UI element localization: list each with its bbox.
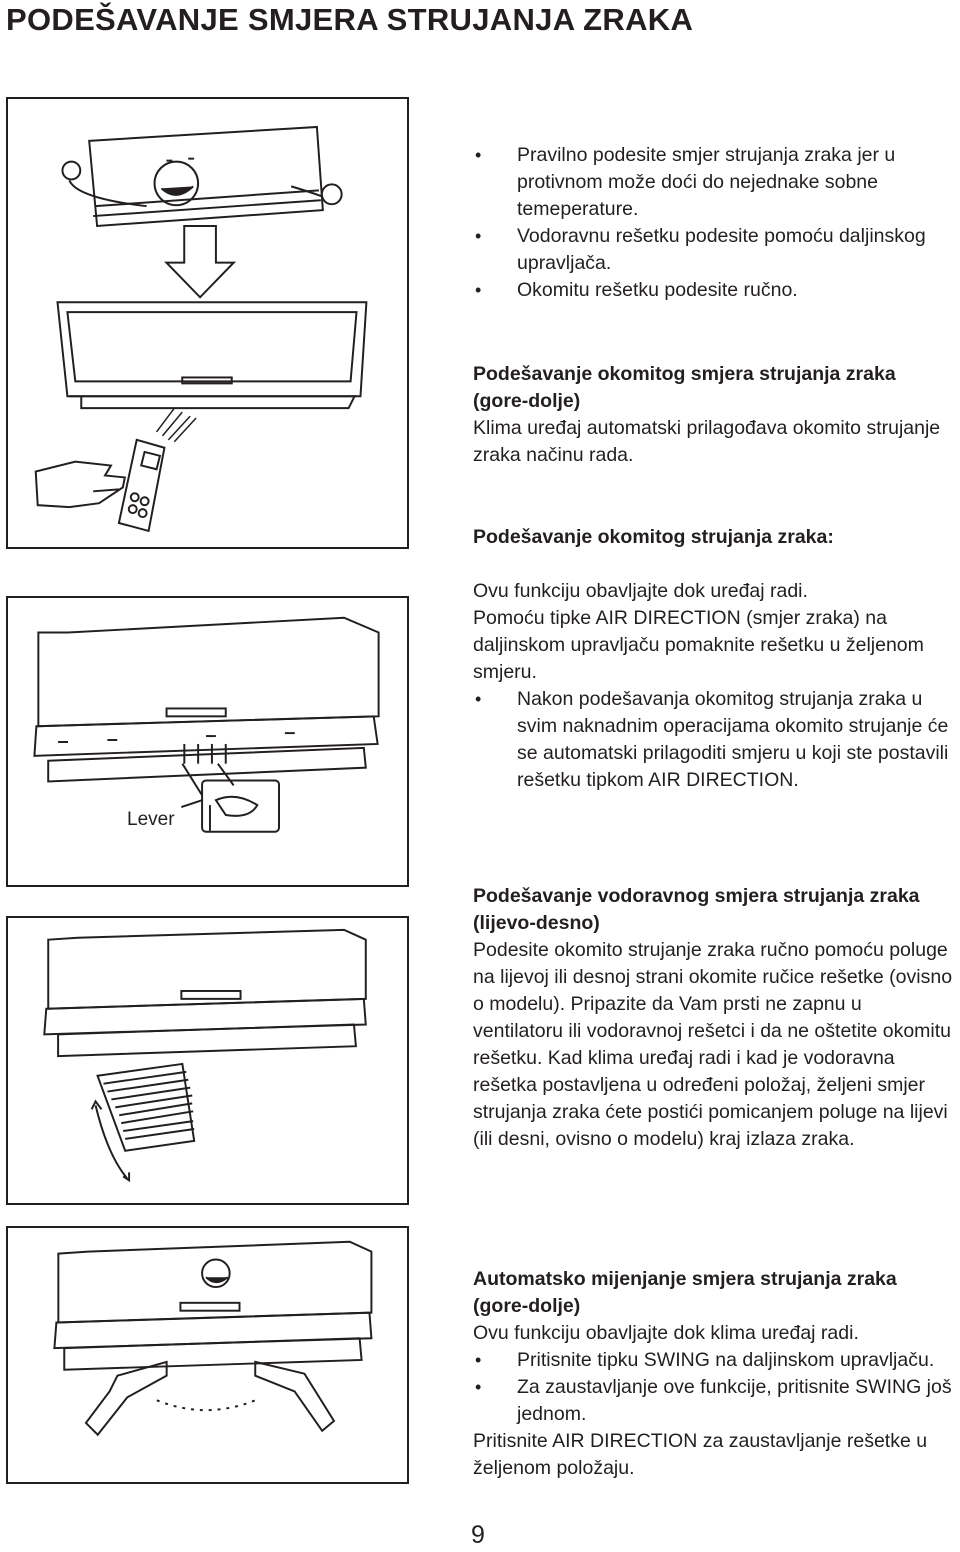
- vertical-manual-section: [473, 524, 953, 794]
- vertical-manual-bullet-list: [437, 686, 953, 794]
- horizontal-heading: Podešavanje vodoravnog smjera strujanja zraka (lijevo-desno): [473, 885, 920, 934]
- intro-section: [473, 142, 953, 304]
- horizontal-section: [473, 883, 953, 1153]
- vertical-manual-line2: Pomoću tipke AIR DIRECTION (smjer zraka) na daljinskom upravljaču pomaknite rešetku u željenom smjeru.: [473, 607, 924, 683]
- vertical-auto-section: [473, 361, 953, 469]
- intro-bullet: • Okomitu rešetku podesite ručno.: [437, 277, 953, 304]
- swing-heading: Automatsko mijenjanje smjera strujanja zraka (gore-dolje): [473, 1268, 897, 1317]
- figure-swing: [6, 1226, 409, 1484]
- vertical-auto-text: Klima uređaj automatski prilagođava okomito strujanje zraka načinu rada.: [473, 417, 941, 466]
- figure-lever-illustration: [8, 598, 407, 885]
- swing-section: [473, 1266, 953, 1482]
- swing-line2: Pritisnite AIR DIRECTION za zaustavljanje rešetke u željenom položaju.: [473, 1430, 928, 1479]
- vertical-manual-bullet: • Nakon podešavanja okomitog strujanja zraka u svim naknadnim operacijama okomito strujanje će se automatski prilagoditi smjeru u koji ste postavili rešetku tipkom AIR DIRECTION.: [437, 686, 953, 794]
- intro-bullet-list: [437, 142, 953, 304]
- page-title: PODEŠAVANJE SMJERA STRUJANJA ZRAKA: [6, 2, 694, 37]
- swing-bullet: • Pritisnite tipku SWING na daljinskom upravljaču.: [437, 1347, 953, 1374]
- figure-lever: [6, 596, 409, 887]
- vertical-auto-heading: Podešavanje okomitog smjera strujanja zraka (gore-dolje): [473, 363, 896, 412]
- vertical-manual-heading: Podešavanje okomitog strujanja zraka:: [473, 526, 834, 548]
- page-number: 9: [471, 1521, 485, 1549]
- figure-remote-illustration: [8, 99, 407, 547]
- figure-horizontal-louvers: [6, 916, 409, 1205]
- vertical-manual-line1: Ovu funkciju obavljajte dok uređaj radi.: [473, 580, 808, 602]
- figure-remote-control: [6, 97, 409, 549]
- horizontal-text: Podesite okomito strujanje zraka ručno pomoću poluge na lijevoj ili desnoj strani okomite ručice rešetke (ovisno o modelu). Pripazite da Vam prsti ne zapnu u ventilatoru ili vodoravnoj rešetci i da ne oštetite okomitu rešetku. Kad klima uređaj radi i kad je vodoravna rešetka postavljena u određeni položaj, željeni smjer strujanja zraka ćete postići pomicanjem poluge na lijevi (ili desni, ovisno o modelu) kraj izlaza zraka.: [473, 939, 953, 1150]
- swing-bullet: • Za zaustavljanje ove funkcije, pritisnite SWING još jednom.: [437, 1374, 953, 1428]
- intro-bullet: • Vodoravnu rešetku podesite pomoću daljinskog upravljača.: [437, 223, 953, 277]
- swing-line1: Ovu funkciju obavljajte dok klima uređaj radi.: [473, 1322, 859, 1344]
- figure-horizontal-illustration: [8, 918, 407, 1203]
- lever-label: Lever: [127, 809, 175, 830]
- swing-bullet-list: [437, 1347, 953, 1428]
- intro-bullet: • Pravilno podesite smjer strujanja zraka jer u protivnom može doći do nejednake sobne temeperature.: [437, 142, 953, 223]
- figure-swing-illustration: [8, 1228, 407, 1482]
